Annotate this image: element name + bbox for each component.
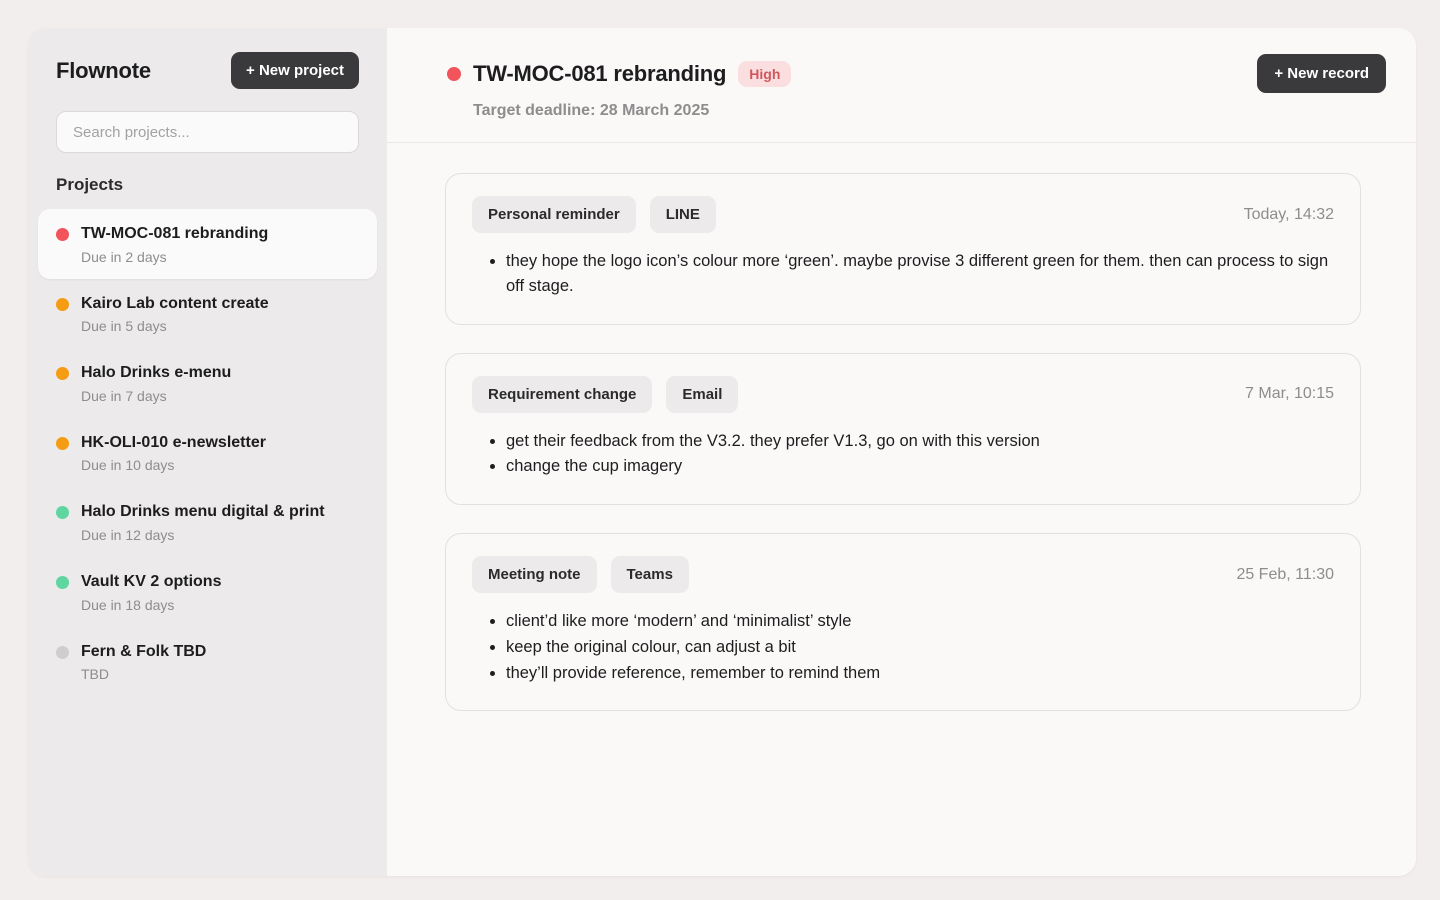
- page-title: TW-MOC-081 rebranding: [473, 60, 727, 86]
- project-due: Due in 10 days: [81, 457, 175, 474]
- search-input[interactable]: [56, 111, 359, 153]
- record-list: [387, 143, 1416, 876]
- record-channel-tag[interactable]: Email: [666, 376, 738, 413]
- project-text: [81, 362, 231, 404]
- projects-section-label: Projects: [56, 175, 124, 194]
- record-bullet-item: • they hope the logo icon’s colour more ‘green’. maybe provise 3 different green for them. then can process to sign off stage.: [506, 249, 1334, 299]
- record-bullet-item: • keep the original colour, can adjust a bit: [506, 635, 1334, 660]
- sidebar-item-project[interactable]: [38, 348, 377, 418]
- project-name: Kairo Lab content create: [81, 294, 269, 312]
- project-status-dot: [56, 506, 69, 519]
- record-bullet-item: • client’d like more ‘modern’ and ‘minimalist’ style: [506, 609, 1334, 634]
- project-status-dot: [56, 298, 69, 311]
- record-type-tag[interactable]: Requirement change: [472, 376, 652, 413]
- record-bullet-list: [472, 609, 1334, 685]
- new-record-button[interactable]: + New record: [1257, 54, 1386, 93]
- project-name: Halo Drinks e-menu: [81, 364, 232, 382]
- status-badge: High: [738, 61, 791, 87]
- sidebar-item-project[interactable]: [38, 627, 377, 697]
- project-text: [81, 432, 266, 474]
- record-header: [472, 196, 1334, 233]
- sidebar-item-project[interactable]: [38, 487, 377, 557]
- app-brand: Flownote: [56, 57, 151, 83]
- project-status-dot: [56, 576, 69, 589]
- project-status-dot: [56, 367, 69, 380]
- project-status-dot: [447, 67, 461, 81]
- project-header: [387, 28, 1416, 143]
- record-bullet-item: • change the cup imagery: [506, 454, 1334, 479]
- project-text: [81, 571, 221, 613]
- record-bullet-item: • they’ll provide reference, remember to remind them: [506, 661, 1334, 686]
- sidebar-item-project[interactable]: [38, 279, 377, 349]
- record-channel-tag[interactable]: LINE: [650, 196, 716, 233]
- project-name: Fern & Folk TBD: [81, 642, 207, 660]
- record-header: [472, 376, 1334, 413]
- record-timestamp: Today, 14:32: [1243, 205, 1334, 223]
- record-card[interactable]: [445, 353, 1361, 506]
- record-type-tag[interactable]: Personal reminder: [472, 196, 636, 233]
- project-due: TBD: [81, 666, 109, 683]
- project-due: Due in 5 days: [81, 318, 167, 335]
- project-name: HK-OLI-010 e-newsletter: [81, 433, 266, 451]
- main-panel: [387, 28, 1416, 876]
- sidebar-top: [28, 28, 387, 175]
- project-text: [81, 293, 269, 335]
- project-name: Halo Drinks menu digital & print: [81, 503, 325, 521]
- project-list[interactable]: [28, 209, 387, 876]
- record-channel-tag[interactable]: Teams: [611, 556, 689, 593]
- record-timestamp: 7 Mar, 10:15: [1245, 385, 1334, 402]
- record-bullet-item: • get their feedback from the V3.2. they prefer V1.3, go on with this version: [506, 429, 1334, 454]
- record-card[interactable]: [445, 173, 1361, 325]
- project-deadline: Target deadline: 28 March 2025: [473, 102, 710, 119]
- sidebar-header: [56, 52, 359, 89]
- project-text: [81, 501, 325, 543]
- search-wrapper: [56, 111, 359, 153]
- project-text: [81, 223, 268, 265]
- app-window: [28, 28, 1416, 876]
- new-project-button[interactable]: + New project: [231, 52, 359, 89]
- project-due: Due in 18 days: [81, 596, 175, 613]
- project-status-dot: [56, 228, 69, 241]
- record-bullet-list: [472, 429, 1334, 480]
- project-status-dot: [56, 437, 69, 450]
- record-type-tag[interactable]: Meeting note: [472, 556, 597, 593]
- project-due: Due in 12 days: [81, 526, 175, 543]
- sidebar-item-project[interactable]: [38, 557, 377, 627]
- record-bullet-list: [472, 249, 1334, 299]
- project-status-dot: [56, 646, 69, 659]
- project-header-row: [447, 54, 1386, 93]
- record-card[interactable]: [445, 533, 1361, 711]
- sidebar-item-project[interactable]: [38, 209, 377, 279]
- project-due: Due in 2 days: [81, 248, 167, 265]
- project-due: Due in 7 days: [81, 387, 167, 404]
- record-timestamp: 25 Feb, 11:30: [1236, 565, 1334, 583]
- project-name: Vault KV 2 options: [81, 572, 222, 590]
- project-text: [81, 641, 206, 683]
- sidebar-item-project[interactable]: [38, 418, 377, 488]
- sidebar: [28, 28, 387, 876]
- record-header: [472, 556, 1334, 593]
- project-name: TW-MOC-081 rebranding: [81, 225, 269, 242]
- project-header-left: [447, 61, 791, 87]
